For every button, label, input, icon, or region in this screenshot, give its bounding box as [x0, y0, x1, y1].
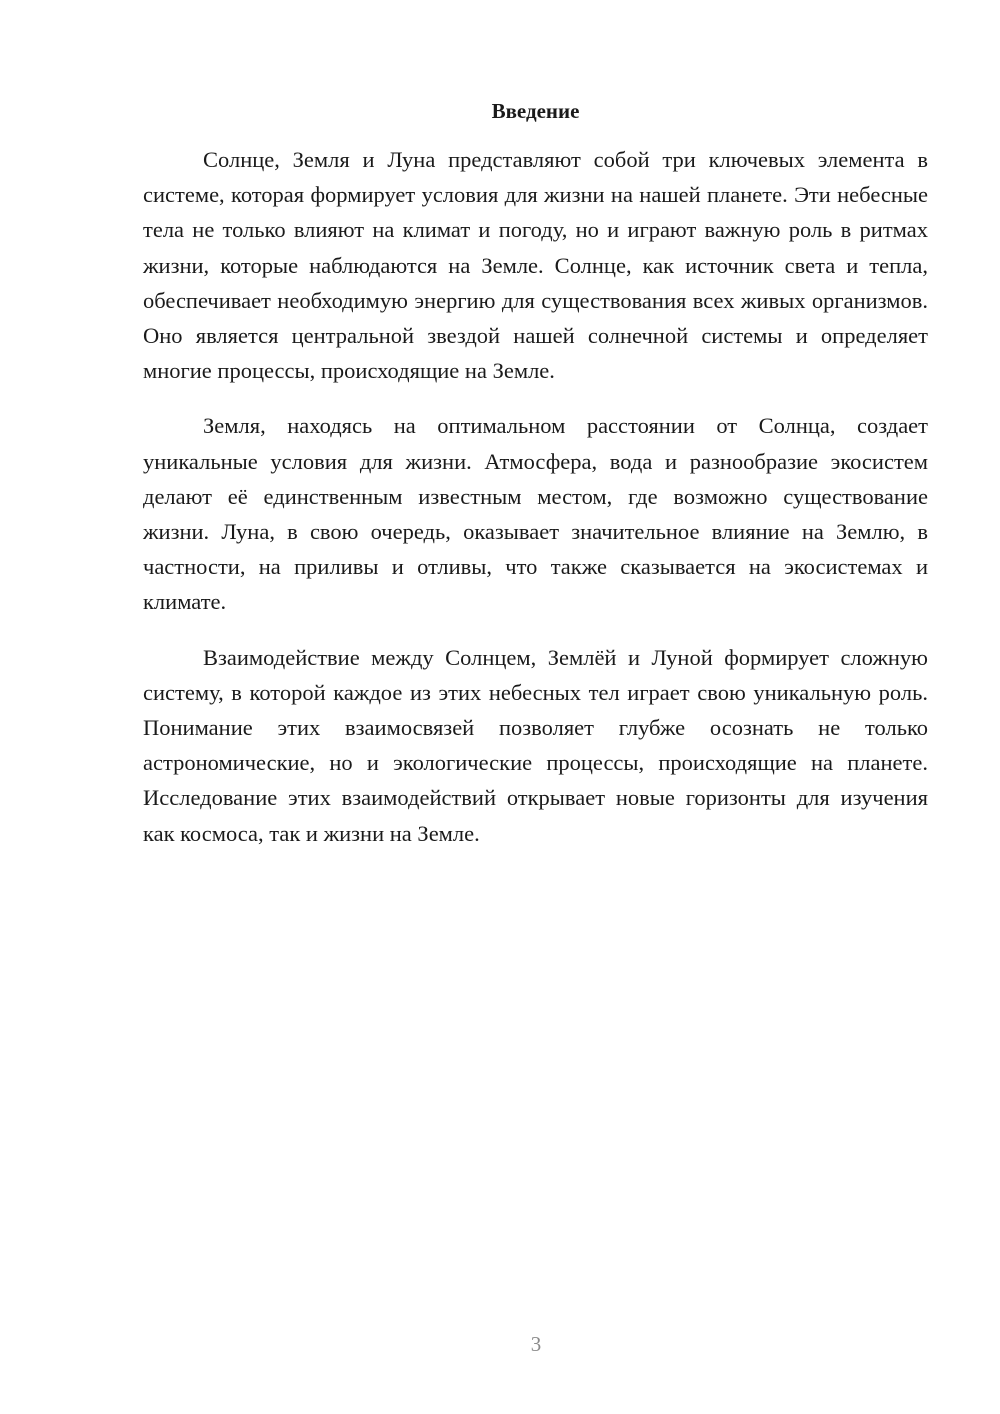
- page-number: 3: [530, 1332, 542, 1356]
- section-title: Введение: [491, 99, 580, 123]
- paragraph-2: Земля, находясь на оптимальном расстоянии от Солнца, создает уникальные условия для жизни. Атмосфера, вода и разнообразие экосистем делают её единственным известным местом, где возможно существование жизни. Луна, в свою очередь, оказывает значительное влияние на Землю, в частности, на приливы и отливы, что также сказывается на экосистемах и климате.: [143, 413, 928, 615]
- paragraph-3: Взаимодействие между Солнцем, Землёй и Луной формирует сложную систему, в которой каждое из этих небесных тел играет свою уникальную роль. Понимание этих взаимосвязей позволяет глубже осознать не только астрономические, но и экологические процессы, происходящие на планете. Исследование этих взаимодействий открывает новые горизонты для изучения как космоса, так и жизни на Земле.: [143, 644, 928, 846]
- body-text: [143, 142, 928, 871]
- paragraph-1: Солнце, Земля и Луна представляют собой три ключевых элемента в системе, которая формирует условия для жизни на нашей планете. Эти небесные тела не только влияют на климат и погоду, но и играют важную роль в ритмах жизни, которые наблюдаются на Земле. Солнце, как источник света и тепла, обеспечивает необходимую энергию для существования всех живых организмов. Оно является центральной звездой нашей солнечной системы и определяет многие процессы, происходящие на Земле.: [143, 147, 928, 384]
